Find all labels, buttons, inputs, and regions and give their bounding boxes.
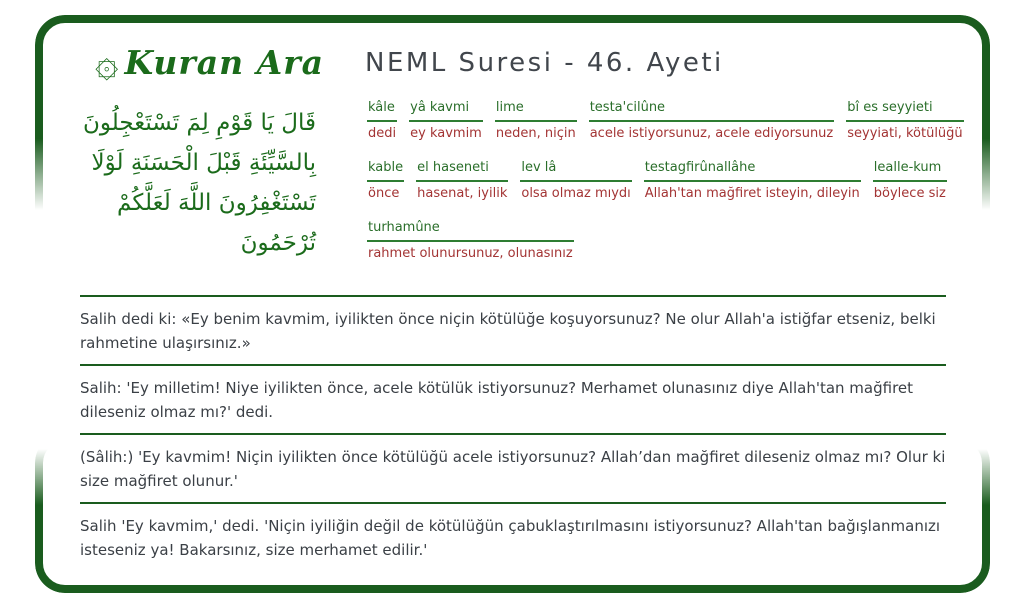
word-cell bbox=[644, 160, 861, 202]
word-cell bbox=[409, 100, 483, 142]
word-translation: dedi bbox=[368, 126, 397, 141]
word-transliteration[interactable]: kable bbox=[367, 160, 404, 182]
section-divider bbox=[80, 364, 946, 366]
translation-block bbox=[80, 364, 946, 424]
word-translation: ey kavmim bbox=[410, 126, 482, 141]
word-cell bbox=[367, 160, 404, 202]
word-transliteration[interactable]: testagfirûnallâhe bbox=[644, 160, 861, 182]
word-transliteration[interactable]: el haseneti bbox=[416, 160, 508, 182]
arabic-verse-text: قَالَ يَا قَوْمِ لِمَ تَسْتَعْجِلُونَ بِالسَّيِّئَةِ قَبْلَ الْحَسَنَةِ لَوْلَا تَسْتَغْفِرُونَ اللَّهَ لَعَلَّكُمْ تُرْحَمُونَ bbox=[83, 110, 316, 256]
translation-block bbox=[80, 433, 946, 493]
word-cell bbox=[846, 100, 963, 142]
word-transliteration[interactable]: yâ kavmi bbox=[409, 100, 483, 122]
word-translation: rahmet olunursunuz, olunasınız bbox=[368, 246, 573, 261]
word-cell bbox=[367, 220, 574, 262]
word-row bbox=[367, 160, 977, 202]
word-transliteration[interactable]: bî es seyyieti bbox=[846, 100, 963, 122]
word-cell bbox=[589, 100, 835, 142]
word-translation: olsa olmaz mıydı bbox=[521, 186, 631, 201]
word-row bbox=[367, 220, 977, 262]
word-cell bbox=[873, 160, 947, 202]
word-translation: seyyiati, kötülüğü bbox=[847, 126, 963, 141]
word-translation: neden, niçin bbox=[495, 126, 576, 141]
word-translation: acele istiyorsunuz, acele ediyorsunuz bbox=[589, 126, 834, 141]
word-cell bbox=[495, 100, 577, 142]
section-divider bbox=[80, 502, 946, 504]
word-by-word-grid bbox=[367, 100, 977, 280]
word-transliteration[interactable]: turhamûne bbox=[367, 220, 574, 242]
word-transliteration[interactable]: kâle bbox=[367, 100, 397, 122]
translation-paragraph: (Sâlih:) 'Ey kavmim! Niçin iyilikten önce kötülüğü acele istiyorsunuz? Allah’dan mağfiret dileseniz olmaz mı? Olur ki size mağfiret olunur.' bbox=[80, 448, 946, 490]
translation-block bbox=[80, 295, 946, 355]
word-row bbox=[367, 100, 977, 142]
translation-paragraph: Salih: 'Ey milletim! Niye iyilikten önce, acele kötülük istiyorsunuz? Merhamet olunasınız diye Allah'tan mağfiret dileseniz olmaz mı?' dedi. bbox=[80, 379, 914, 421]
translations-section bbox=[80, 295, 946, 571]
section-divider bbox=[80, 433, 946, 435]
word-cell bbox=[520, 160, 631, 202]
word-translation: böylece siz bbox=[873, 186, 946, 201]
logo-text: Kuran Ara bbox=[124, 43, 325, 82]
word-transliteration[interactable]: testa'cilûne bbox=[589, 100, 835, 122]
word-translation: önce bbox=[368, 186, 400, 201]
translation-paragraph: Salih 'Ey kavmim,' dedi. 'Niçin iyiliğin değil de kötülüğün çabuklaştırılmasını istiyorsunuz? Allah'tan bağışlanmanızı isteseniz ya! Bakarsınız, size merhamet edilir.' bbox=[80, 517, 941, 559]
word-cell bbox=[367, 100, 397, 142]
translation-paragraph: Salih dedi ki: «Ey benim kavmim, iyilikten önce niçin kötülüğe koşuyorsunuz? Ne olur Allah'a istiğfar etseniz, belki rahmetine ulaşırsınız.» bbox=[80, 310, 936, 352]
word-transliteration[interactable]: lealle-kum bbox=[873, 160, 947, 182]
site-logo[interactable] bbox=[95, 40, 324, 86]
section-divider bbox=[80, 295, 946, 297]
word-translation: hasenat, iyilik bbox=[417, 186, 508, 201]
word-translation: Allah'tan mağfiret isteyin, dileyin bbox=[644, 186, 860, 201]
word-transliteration[interactable]: lev lâ bbox=[520, 160, 631, 182]
translation-block bbox=[80, 502, 946, 562]
page-title: NEML Suresi - 46. Ayeti bbox=[365, 48, 724, 78]
word-transliteration[interactable]: lime bbox=[495, 100, 577, 122]
quran-book-icon: ۞ bbox=[95, 40, 119, 86]
word-cell bbox=[416, 160, 508, 202]
